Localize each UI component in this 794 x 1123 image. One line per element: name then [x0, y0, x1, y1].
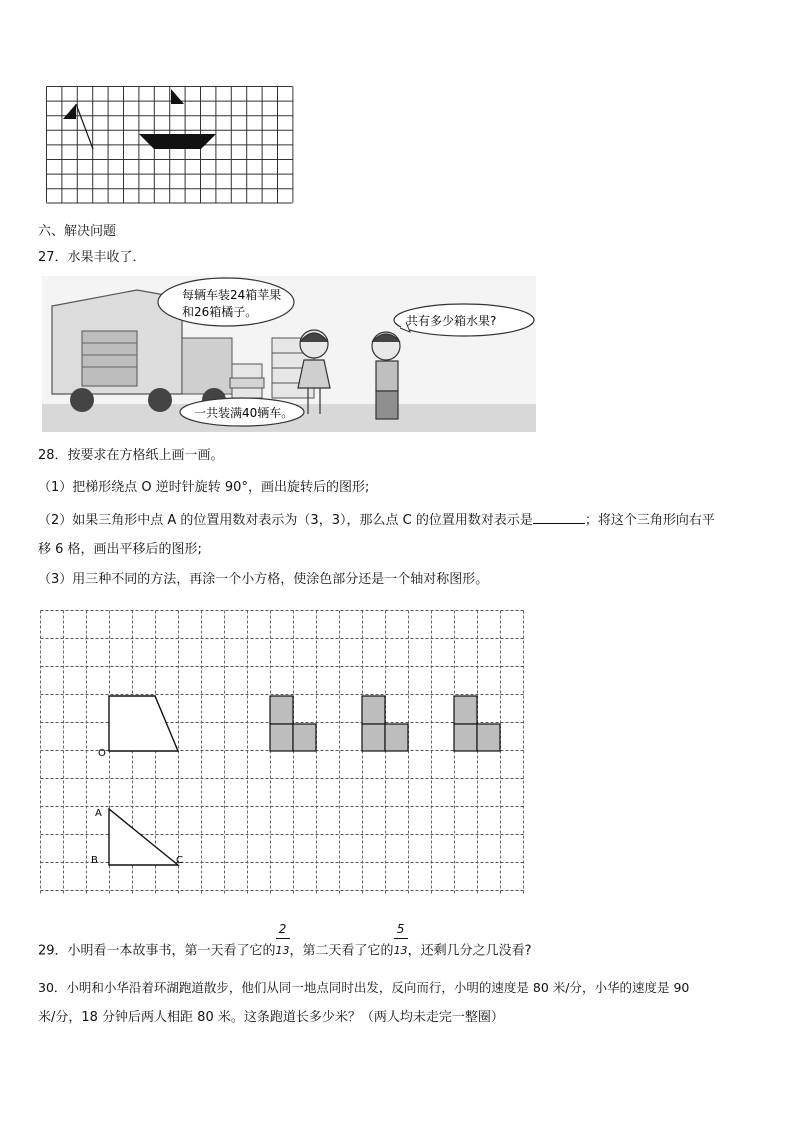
q29-text-3: ，还剩几分之几没看? [407, 943, 532, 959]
q28-item2-text-a: （2）如果三角形中点 A 的位置用数对表示为（3，3），那么点 C 的位置用数对表示是 [38, 513, 533, 528]
q29-fraction-1 [275, 922, 290, 960]
bubble-bottom-text: 一共装满40辆车。 [194, 406, 294, 420]
q29-frac2-numerator: 5 [396, 922, 405, 936]
label-B: B [91, 855, 98, 866]
top-grid-triangle-left [63, 104, 76, 119]
trapezoid [109, 696, 178, 751]
top-grid-triangle-top [171, 89, 184, 104]
label-C: C [176, 855, 183, 866]
boy-icon [372, 332, 400, 419]
q27-title: 27．水果丰收了． [38, 250, 146, 265]
q28-answer-blank[interactable] [533, 510, 585, 524]
label-A: A [95, 808, 102, 819]
section-heading: 六、解决问题 [38, 224, 117, 239]
l-shape-2 [362, 696, 408, 751]
bubble-right-text: 共有多少箱水果? [406, 314, 497, 328]
q29-text-1: 29．小明看一本故事书，第一天看了它的 [38, 943, 276, 959]
top-grid-figure [46, 86, 294, 204]
q29-fraction-2 [393, 922, 408, 960]
q28-item2-text-b: ；将这个三角形向右平 [584, 513, 715, 528]
triangle-abc [109, 809, 178, 865]
q29-frac1-denominator: 13 [275, 944, 290, 957]
q27-illustration [42, 276, 536, 432]
l-shape-3 [454, 696, 500, 751]
q28-item1: （1）把梯形绕点 O 逆时针旋转 90°，画出旋转后的图形; [38, 480, 370, 495]
q28-item2-cont: 移 6 格，画出平移后的图形; [38, 542, 202, 557]
top-grid-trapezoid [139, 134, 216, 149]
bubble-top-left-line1: 每辆车装24箱苹果 [182, 288, 282, 302]
q29-frac1-numerator: 2 [278, 922, 287, 936]
q28-title: 28．按要求在方格纸上画一画。 [38, 448, 224, 463]
top-grid-line [76, 104, 93, 149]
bubble-top-left-line2: 和26箱橘子。 [182, 305, 258, 319]
q29-text-2: ，第二天看了它的 [289, 943, 394, 959]
q30-line2: 米/分，18 分钟后两人相距 80 米。这条跑道长多少米？（两人均未走完一整圈） [38, 1010, 504, 1025]
q29-frac2-denominator: 13 [393, 944, 408, 957]
l-shape-1 [270, 696, 316, 751]
q29 [38, 922, 532, 961]
q28-item2 [38, 510, 715, 530]
q28-item3: （3）用三种不同的方法，再涂一个小方格，使涂色部分还是一个轴对称图形。 [38, 572, 489, 587]
q28-grid [40, 610, 526, 896]
label-O: O [98, 748, 106, 759]
q30-line1: 30．小明和小华沿着环湖跑道散步，他们从同一地点同时出发，反向而行，小明的速度是 80 米/分，小华的速度是 90 [38, 980, 690, 995]
